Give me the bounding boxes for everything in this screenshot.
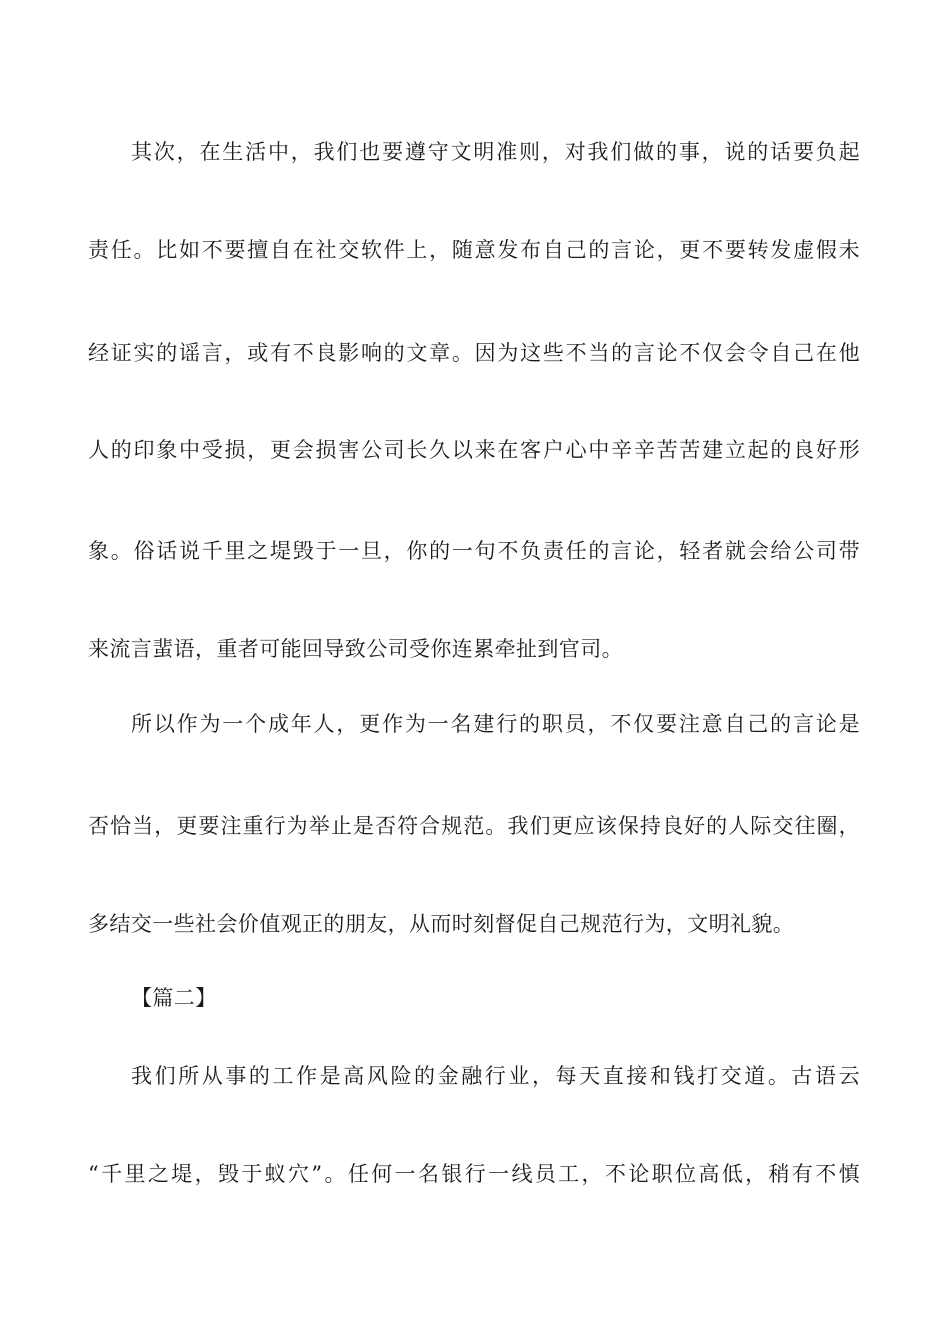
paragraph-1-line-2: 责任。比如不要擅自在社交软件上，随意发布自己的言论，更不要转发虚假未 <box>88 238 860 262</box>
paragraph-1-line-6: 来流言蜚语，重者可能回导致公司受你连累牵扯到官司。 <box>88 637 623 661</box>
paragraph-2-line-1: 所以作为一个成年人，更作为一名建行的职员，不仅要注意自己的言论是 <box>131 712 860 736</box>
paragraph-1-line-3: 经证实的谣言，或有不良影响的文章。因为这些不当的言论不仅会令自己在他 <box>88 341 860 365</box>
paragraph-1-line-5: 象。俗话说千里之堤毁于一旦，你的一句不负责任的言论，轻者就会给公司带 <box>88 539 860 563</box>
paragraph-1-line-4: 人的印象中受损，更会损害公司长久以来在客户心中辛辛苦苦建立起的良好形 <box>88 438 860 462</box>
paragraph-1-line-1: 其次，在生活中，我们也要遵守文明准则，对我们做的事，说的话要负起 <box>131 140 860 164</box>
paragraph-2-line-2: 否恰当，更要注重行为举止是否符合规范。我们更应该保持良好的人际交往圈， <box>88 814 860 838</box>
paragraph-3-line-1: 我们所从事的工作是高风险的金融行业，每天直接和钱打交道。古语云 <box>131 1064 860 1088</box>
section-heading: 【篇二】 <box>131 986 217 1010</box>
paragraph-3-line-2: “千里之堤，毁于蚁穴”。任何一名银行一线员工，不论职位高低，稍有不慎 <box>88 1162 860 1186</box>
paragraph-2-line-3: 多结交一些社会价值观正的朋友，从而时刻督促自己规范行为，文明礼貌。 <box>88 912 795 936</box>
